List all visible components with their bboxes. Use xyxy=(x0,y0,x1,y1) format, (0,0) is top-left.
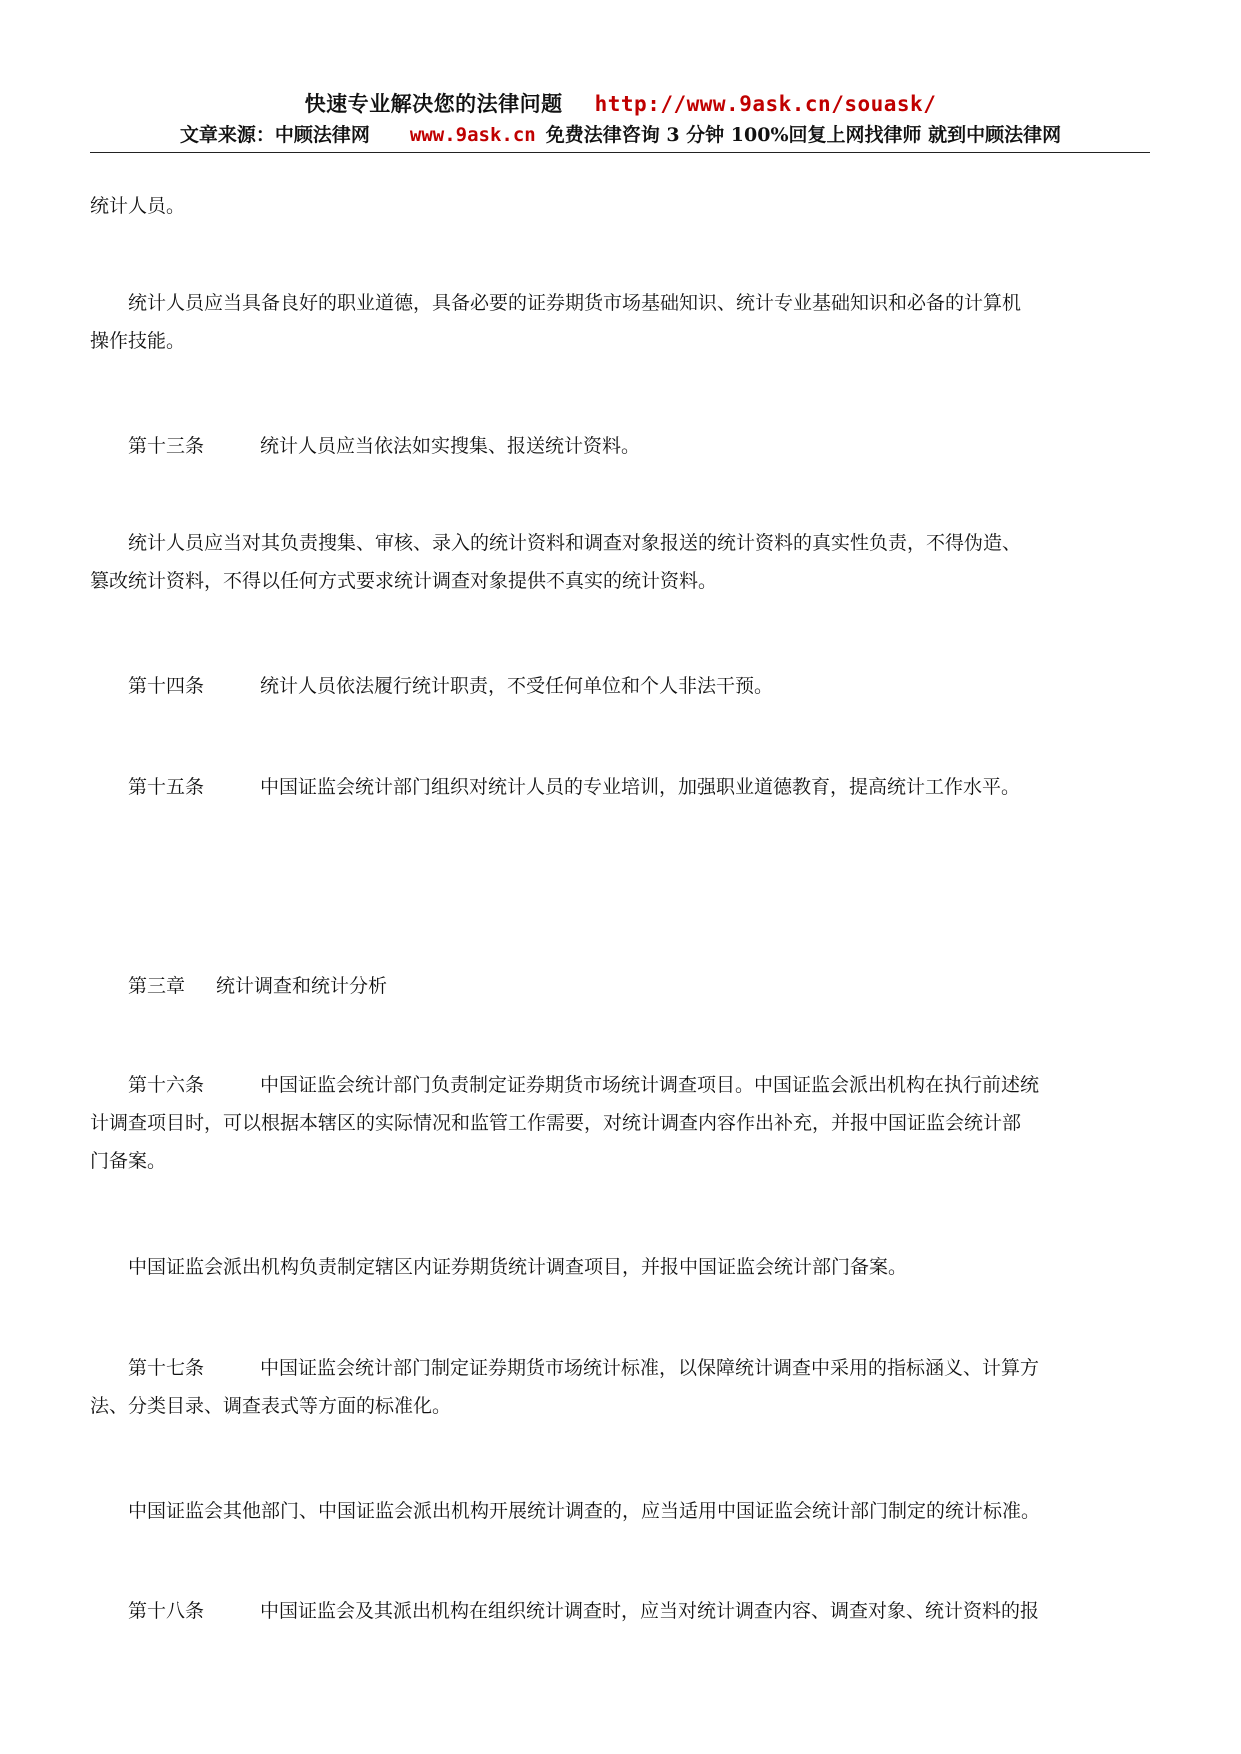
paragraph-line: 中国证监会其他部门、中国证监会派出机构开展统计调查的，应当适用中国证监会统计部门制定的统计标准。 xyxy=(90,1500,1041,1522)
paragraph xyxy=(90,1492,1160,1530)
paragraph-line: 第十四条 统计人员依法履行统计职责，不受任何单位和个人非法干预。 xyxy=(90,667,1160,705)
header-slogan: 免费法律咨询 3 分钟 100%回复上网找律师 就到中顾法律网 xyxy=(545,124,1062,146)
header-divider xyxy=(90,152,1150,153)
paragraph-line: 第十六条 中国证监会统计部门负责制定证券期货市场统计调查项目。中国证监会派出机构在执行前述统 xyxy=(90,1066,1160,1104)
paragraph-line: 统计人员。 xyxy=(90,195,186,217)
article-number: 第十八条 xyxy=(128,1600,205,1622)
paragraph-line: 操作技能。 xyxy=(90,330,186,352)
article-number: 第十三条 xyxy=(128,435,205,457)
header-site-link[interactable]: www.9ask.cn xyxy=(409,124,536,146)
header-source-line xyxy=(0,120,1241,147)
article-paragraph xyxy=(90,427,1160,465)
header-source-label: 文章来源：中顾法律网 xyxy=(179,124,370,146)
header-tagline-line xyxy=(0,88,1241,118)
chapter-title: 统计调查和统计分析 xyxy=(216,975,388,997)
article-number: 第十六条 xyxy=(128,1074,205,1096)
paragraph xyxy=(90,187,1160,225)
paragraph-line: 门备案。 xyxy=(90,1150,167,1172)
header-souask-link[interactable]: http://www.9ask.cn/souask/ xyxy=(594,92,937,116)
header-tagline: 快速专业解决您的法律问题 xyxy=(304,91,563,116)
article-paragraph xyxy=(90,1066,1160,1180)
paragraph-line: 第十三条 统计人员应当依法如实搜集、报送统计资料。 xyxy=(90,427,1160,465)
chapter-heading xyxy=(90,967,1160,1005)
article-paragraph xyxy=(90,1592,1160,1630)
chapter-number: 第三章 xyxy=(128,975,186,997)
paragraph-line: 计调查项目时，可以根据本辖区的实际情况和监管工作需要，对统计调查内容作出补充，并报中国证监会统计部 xyxy=(90,1112,1022,1134)
paragraph-line: 中国证监会派出机构负责制定辖区内证券期货统计调查项目，并报中国证监会统计部门备案。 xyxy=(90,1256,908,1278)
article-paragraph xyxy=(90,1349,1160,1425)
article-number: 第十七条 xyxy=(128,1357,205,1379)
paragraph xyxy=(90,284,1160,360)
paragraph-line: 第十七条 中国证监会统计部门制定证券期货市场统计标准，以保障统计调查中采用的指标涵义、计算方 xyxy=(90,1349,1160,1387)
paragraph-line: 第十八条 中国证监会及其派出机构在组织统计调查时，应当对统计调查内容、调查对象、统计资料的报 xyxy=(90,1592,1160,1630)
article-number: 第十四条 xyxy=(128,675,205,697)
paragraph xyxy=(90,524,1160,600)
paragraph-line: 篡改统计资料，不得以任何方式要求统计调查对象提供不真实的统计资料。 xyxy=(90,570,718,592)
paragraph-line: 第十五条 中国证监会统计部门组织对统计人员的专业培训，加强职业道德教育，提高统计工作水平。 xyxy=(90,768,1160,806)
paragraph-line xyxy=(90,967,1160,1005)
article-paragraph xyxy=(90,768,1160,806)
paragraph-line: 法、分类目录、调查表式等方面的标准化。 xyxy=(90,1395,452,1417)
article-number: 第十五条 xyxy=(128,776,205,798)
paragraph xyxy=(90,1248,1160,1286)
paragraph-line: 统计人员应当具备良好的职业道德，具备必要的证券期货市场基础知识、统计专业基础知识和必备的计算机 xyxy=(90,292,1022,314)
paragraph-line: 统计人员应当对其负责搜集、审核、录入的统计资料和调查对象报送的统计资料的真实性负责，不得伪造、 xyxy=(90,532,1022,554)
article-paragraph xyxy=(90,667,1160,705)
